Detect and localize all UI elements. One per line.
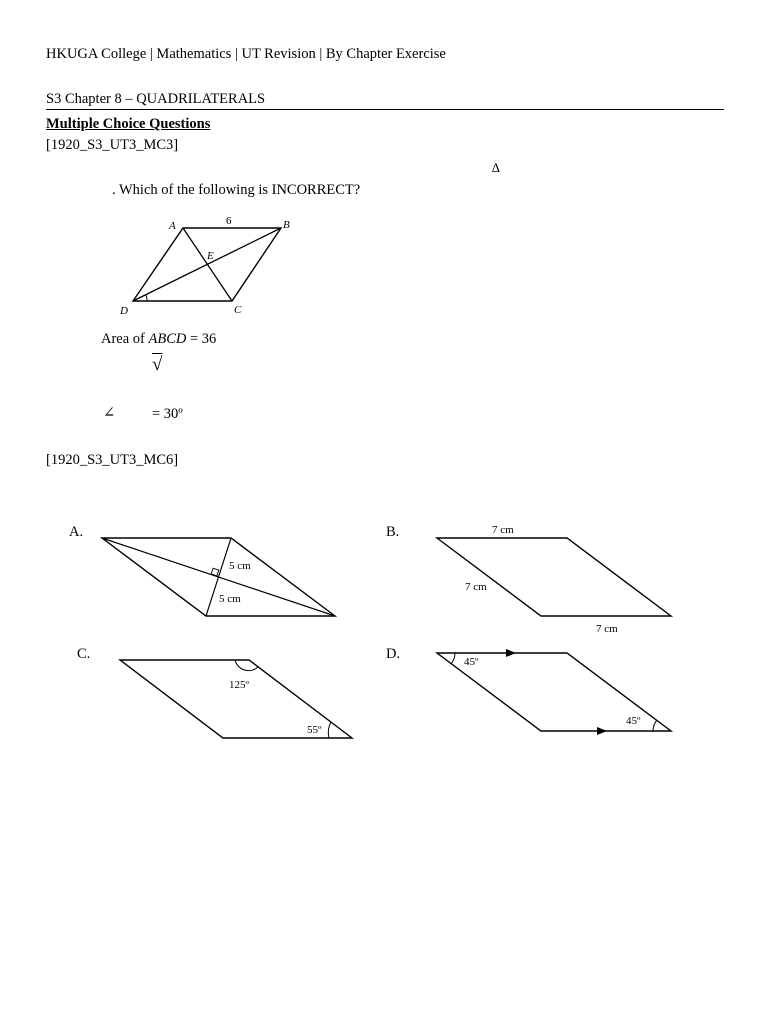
- option-d-angle-arc-left: [451, 653, 455, 664]
- sqrt-symbol: √: [152, 354, 163, 375]
- option-area-suffix: = 36: [186, 331, 217, 347]
- option-area-prefix: Area of: [101, 331, 149, 347]
- option-d-angle-2: 45º: [626, 715, 641, 727]
- vertex-label-d: D: [120, 305, 128, 317]
- option-letter-d: D.: [386, 646, 401, 662]
- triangle-symbol: ∆: [492, 160, 500, 175]
- option-a-label-2: 5 cm: [219, 593, 241, 605]
- option-d-arrow-top: [506, 649, 516, 657]
- chapter-title: S3 Chapter 8 – QUADRILATERALS: [46, 91, 266, 107]
- option-d-arrow-bottom: [597, 727, 607, 735]
- option-area-var: ABCD: [148, 331, 187, 347]
- question-code-2: [1920_S3_UT3_MC6]: [46, 452, 179, 468]
- option-a-right-angle-mark: [211, 568, 219, 576]
- question-prompt-1: . Which of the following is INCORRECT?: [112, 182, 361, 198]
- option-letter-a: A.: [69, 524, 84, 540]
- option-b-parallelogram: [437, 538, 671, 616]
- option-c-figure: [120, 660, 352, 738]
- vertex-label-e: E: [207, 250, 214, 262]
- option-letter-c: C.: [77, 646, 91, 662]
- question-code-1: [1920_S3_UT3_MC3]: [46, 137, 179, 153]
- vertex-label-c: C: [234, 304, 242, 316]
- angle-symbol: ∠: [103, 405, 116, 421]
- option-c-angle-arc-bottom: [328, 722, 331, 738]
- option-d-figure: [437, 649, 671, 735]
- option-b-top-label: 7 cm: [492, 524, 514, 536]
- option-c-angle-1: 125º: [229, 679, 249, 691]
- option-c-angle-arc-top: [235, 660, 258, 671]
- option-b-bottom-label: 7 cm: [596, 623, 618, 635]
- option-angle-value: = 30º: [152, 406, 183, 422]
- option-a-label-1: 5 cm: [229, 560, 251, 572]
- vertex-label-a: A: [169, 220, 176, 232]
- option-d-angle-arc-right: [653, 720, 657, 731]
- side-label-ab: 6: [226, 215, 232, 227]
- option-c-angle-2: 55º: [307, 724, 322, 736]
- document-header: HKUGA College | Mathematics | UT Revision | By Chapter Exercise: [46, 46, 446, 62]
- option-b-figure: [437, 524, 671, 635]
- section-heading: Multiple Choice Questions: [46, 116, 211, 132]
- option-d-angle-1: 45º: [464, 656, 479, 668]
- option-a-figure: [102, 538, 335, 616]
- option-b-left-label: 7 cm: [465, 581, 487, 593]
- option-letter-b: B.: [386, 524, 400, 540]
- vertex-label-b: B: [283, 219, 290, 231]
